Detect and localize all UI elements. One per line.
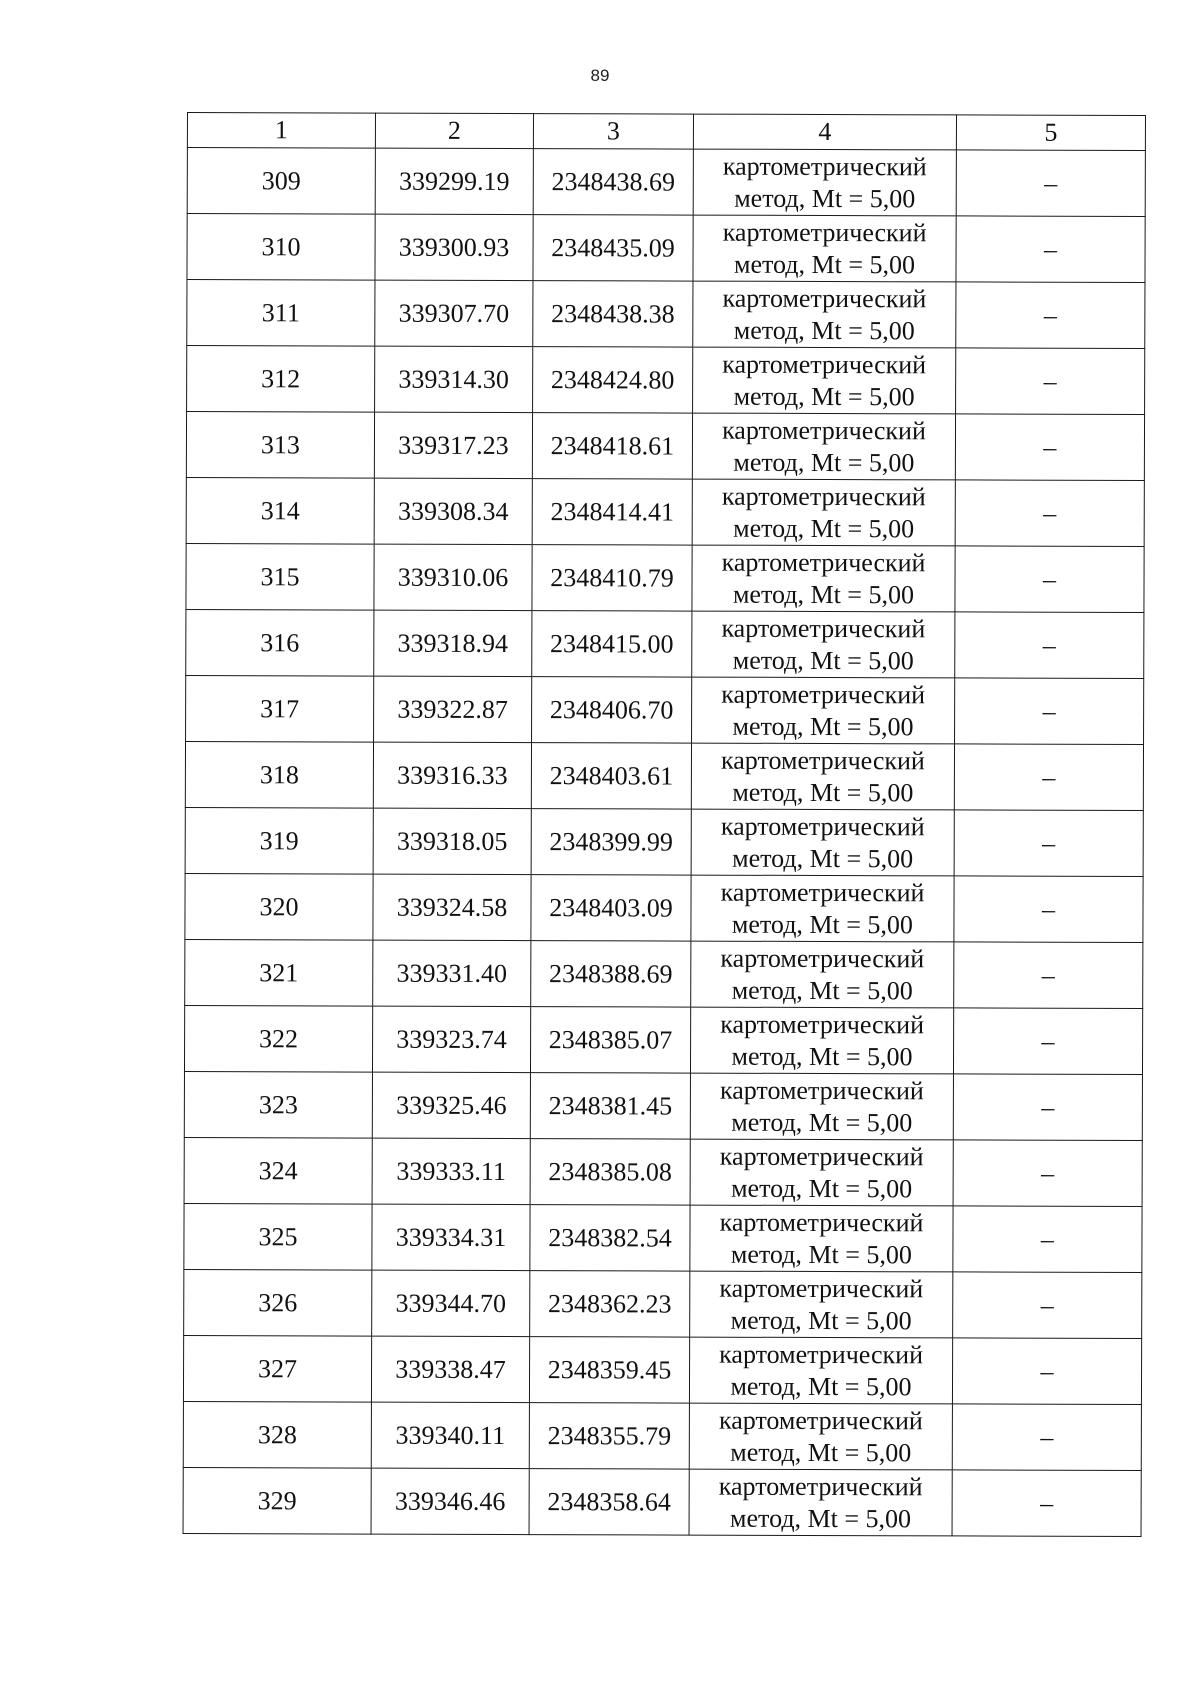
method-line-2: метод, Mt = 5,00 — [731, 975, 913, 1005]
method-line-1: картометрический — [721, 745, 925, 775]
method-cell — [693, 347, 956, 414]
y-coordinate-cell: 2348359.45 — [529, 1337, 689, 1404]
note-cell: – — [956, 348, 1145, 415]
method-line-2: метод, Mt = 5,00 — [730, 1437, 912, 1467]
x-coordinate-cell: 339324.58 — [373, 874, 531, 940]
method-cell — [689, 1403, 952, 1470]
table-row — [185, 939, 1143, 1008]
header-col-1: 1 — [187, 113, 375, 149]
method-cell — [692, 611, 955, 678]
note-cell: – — [952, 1404, 1141, 1471]
method-line-2: метод, Mt = 5,00 — [730, 1239, 912, 1269]
method-line-1: картометрический — [721, 547, 926, 577]
method-line-1: картометрический — [722, 349, 927, 379]
table-row — [184, 1137, 1142, 1206]
note-cell: – — [953, 1140, 1142, 1207]
point-number-cell: 313 — [186, 412, 374, 479]
method-line-2: метод, Mt = 5,00 — [733, 315, 915, 345]
method-cell — [689, 1469, 952, 1536]
method-line-2: метод, Mt = 5,00 — [731, 909, 913, 939]
point-number-cell: 317 — [186, 675, 374, 742]
method-cell — [692, 479, 955, 546]
point-number-cell: 324 — [184, 1137, 372, 1204]
header-col-2: 2 — [375, 113, 533, 148]
header-col-3: 3 — [533, 114, 693, 150]
y-coordinate-cell: 2348358.64 — [529, 1469, 689, 1536]
note-cell: – — [955, 414, 1144, 481]
method-line-2: метод, Mt = 5,00 — [733, 447, 915, 477]
note-cell: – — [956, 216, 1145, 283]
table-row — [183, 1467, 1141, 1536]
method-line-1: картометрический — [718, 1471, 923, 1501]
method-cell — [691, 875, 954, 942]
y-coordinate-cell: 2348435.09 — [533, 215, 693, 282]
y-coordinate-cell: 2348418.61 — [532, 413, 692, 480]
x-coordinate-cell: 339299.19 — [375, 148, 533, 214]
method-line-2: метод, Mt = 5,00 — [732, 579, 915, 609]
method-line-2: метод, Mt = 5,00 — [730, 1371, 912, 1401]
method-line-2: метод, Mt = 5,00 — [730, 1305, 912, 1335]
method-cell — [691, 809, 954, 876]
table-row — [184, 1269, 1142, 1338]
method-line-1: картометрический — [722, 151, 927, 181]
x-coordinate-cell: 339333.11 — [372, 1138, 530, 1204]
note-cell: – — [953, 1272, 1142, 1339]
method-line-2: метод, Mt = 5,00 — [733, 249, 916, 279]
y-coordinate-cell: 2348388.69 — [531, 941, 691, 1008]
point-number-cell: 314 — [186, 477, 374, 544]
method-line-2: метод, Mt = 5,00 — [731, 1107, 913, 1137]
table-row — [187, 280, 1145, 349]
x-coordinate-cell: 339344.70 — [372, 1270, 530, 1336]
method-line-2: метод, Mt = 5,00 — [732, 777, 914, 807]
method-line-1: картометрический — [718, 1405, 923, 1435]
table-row — [183, 1401, 1141, 1470]
table-row — [184, 1005, 1142, 1074]
method-cell — [693, 281, 956, 348]
y-coordinate-cell: 2348406.70 — [532, 677, 692, 744]
y-coordinate-cell: 2348410.79 — [532, 545, 692, 612]
method-line-1: картометрический — [719, 1141, 924, 1171]
table-row — [184, 1071, 1142, 1140]
y-coordinate-cell: 2348385.07 — [530, 1007, 690, 1074]
note-cell: – — [954, 942, 1143, 1009]
point-number-cell: 316 — [186, 609, 374, 676]
point-number-cell: 326 — [184, 1269, 372, 1336]
x-coordinate-cell: 339323.74 — [372, 1006, 530, 1072]
note-cell: – — [954, 810, 1143, 877]
x-coordinate-cell: 339334.31 — [372, 1204, 530, 1270]
table-row — [186, 609, 1144, 678]
note-cell: – — [953, 1008, 1142, 1075]
method-cell — [693, 215, 956, 282]
y-coordinate-cell: 2348414.41 — [532, 479, 692, 546]
point-number-cell: 318 — [185, 741, 373, 808]
method-line-1: картометрический — [720, 943, 925, 973]
method-line-2: метод, Mt = 5,00 — [733, 513, 915, 543]
table-row — [186, 477, 1144, 546]
method-cell — [690, 1271, 953, 1338]
y-coordinate-cell: 2348415.00 — [532, 611, 692, 678]
y-coordinate-cell: 2348382.54 — [530, 1205, 690, 1272]
point-number-cell: 310 — [187, 214, 375, 281]
table-row — [185, 873, 1143, 942]
point-number-cell: 325 — [184, 1203, 372, 1270]
table-body — [183, 148, 1145, 1537]
method-cell — [691, 743, 954, 810]
x-coordinate-cell: 339316.33 — [373, 742, 531, 808]
x-coordinate-cell: 339307.70 — [375, 280, 533, 346]
note-cell: – — [954, 876, 1143, 943]
method-line-2: метод, Mt = 5,00 — [731, 1041, 913, 1071]
method-line-1: картометрический — [722, 217, 927, 247]
method-cell — [692, 677, 955, 744]
method-line-1: картометрический — [720, 811, 925, 841]
method-line-1: картометрический — [721, 481, 926, 511]
point-number-cell: 327 — [183, 1335, 371, 1402]
y-coordinate-cell: 2348399.99 — [531, 809, 691, 876]
note-cell: – — [955, 546, 1144, 613]
header-col-5: 5 — [956, 115, 1145, 151]
note-cell: – — [955, 480, 1144, 547]
x-coordinate-cell: 339338.47 — [371, 1336, 529, 1402]
method-cell — [692, 413, 955, 480]
method-line-2: метод, Mt = 5,00 — [734, 183, 916, 213]
method-line-1: картометрический — [720, 877, 925, 907]
method-cell — [691, 941, 954, 1008]
x-coordinate-cell: 339318.94 — [374, 610, 532, 676]
method-line-1: картометрический — [722, 283, 927, 313]
page-number: 89 — [590, 66, 610, 85]
note-cell: – — [952, 1470, 1141, 1537]
y-coordinate-cell: 2348424.80 — [533, 347, 693, 414]
point-number-cell: 321 — [185, 939, 373, 1006]
method-line-1: картометрический — [719, 1273, 924, 1303]
x-coordinate-cell: 339325.46 — [372, 1072, 530, 1138]
x-coordinate-cell: 339346.46 — [371, 1468, 529, 1534]
table-row — [187, 346, 1145, 415]
note-cell: – — [956, 150, 1145, 217]
table-row — [186, 412, 1144, 481]
x-coordinate-cell: 339317.23 — [374, 412, 532, 478]
table-row — [184, 1203, 1142, 1272]
table-row — [187, 148, 1145, 217]
point-number-cell: 328 — [183, 1401, 371, 1468]
method-line-1: картометрический — [719, 1339, 924, 1369]
point-number-cell: 311 — [187, 280, 375, 347]
method-line-1: картометрический — [719, 1207, 924, 1237]
point-number-cell: 312 — [187, 346, 375, 413]
note-cell: – — [956, 282, 1145, 349]
method-line-2: метод, Mt = 5,00 — [732, 843, 914, 873]
method-line-2: метод, Mt = 5,00 — [732, 711, 914, 741]
note-cell: – — [955, 612, 1144, 679]
method-line-1: картометрический — [721, 679, 926, 709]
table-row — [185, 807, 1143, 876]
point-number-cell: 323 — [184, 1071, 372, 1138]
point-number-cell: 315 — [186, 543, 374, 610]
method-line-2: метод, Mt = 5,00 — [731, 1173, 913, 1203]
note-cell: – — [952, 1338, 1141, 1405]
y-coordinate-cell: 2348438.69 — [533, 149, 693, 216]
method-line-1: картометрический — [722, 415, 926, 445]
x-coordinate-cell: 339308.34 — [374, 478, 532, 544]
method-cell — [692, 545, 955, 612]
method-cell — [690, 1139, 953, 1206]
note-cell: – — [954, 744, 1143, 811]
point-number-cell: 322 — [184, 1005, 372, 1072]
method-line-2: метод, Mt = 5,00 — [733, 381, 915, 411]
method-cell — [690, 1007, 953, 1074]
y-coordinate-cell: 2348385.08 — [530, 1139, 690, 1206]
table-row — [187, 214, 1145, 283]
method-line-1: картометрический — [721, 613, 926, 643]
point-number-cell: 329 — [183, 1467, 371, 1534]
y-coordinate-cell: 2348355.79 — [529, 1403, 689, 1470]
table-row — [185, 741, 1143, 810]
method-line-2: метод, Mt = 5,00 — [730, 1503, 912, 1533]
method-line-1: картометрический — [719, 1075, 924, 1105]
y-coordinate-cell: 2348438.38 — [533, 281, 693, 348]
x-coordinate-cell: 339322.87 — [374, 676, 532, 742]
method-line-1: картометрический — [720, 1009, 925, 1039]
x-coordinate-cell: 339300.93 — [375, 214, 533, 280]
x-coordinate-cell: 339310.06 — [374, 544, 532, 610]
method-cell — [693, 149, 956, 216]
method-cell — [690, 1205, 953, 1272]
table-row — [186, 543, 1144, 612]
table-row — [186, 675, 1144, 744]
y-coordinate-cell: 2348403.61 — [531, 743, 691, 810]
method-cell — [690, 1073, 953, 1140]
x-coordinate-cell: 339340.11 — [371, 1402, 529, 1468]
point-number-cell: 319 — [185, 807, 373, 874]
method-line-2: метод, Mt = 5,00 — [732, 645, 914, 675]
point-number-cell: 309 — [187, 148, 375, 215]
y-coordinate-cell: 2348362.23 — [530, 1271, 690, 1338]
method-cell — [689, 1337, 952, 1404]
coordinates-table — [183, 112, 1146, 1537]
y-coordinate-cell: 2348381.45 — [530, 1073, 690, 1140]
x-coordinate-cell: 339331.40 — [373, 940, 531, 1006]
y-coordinate-cell: 2348403.09 — [531, 875, 691, 942]
x-coordinate-cell: 339314.30 — [375, 346, 533, 412]
note-cell: – — [955, 678, 1144, 745]
header-col-4: 4 — [693, 114, 956, 150]
table-header-row — [187, 113, 1145, 151]
note-cell: – — [953, 1206, 1142, 1273]
point-number-cell: 320 — [185, 873, 373, 940]
table-row — [183, 1335, 1141, 1404]
note-cell: – — [953, 1074, 1142, 1141]
x-coordinate-cell: 339318.05 — [373, 808, 531, 874]
